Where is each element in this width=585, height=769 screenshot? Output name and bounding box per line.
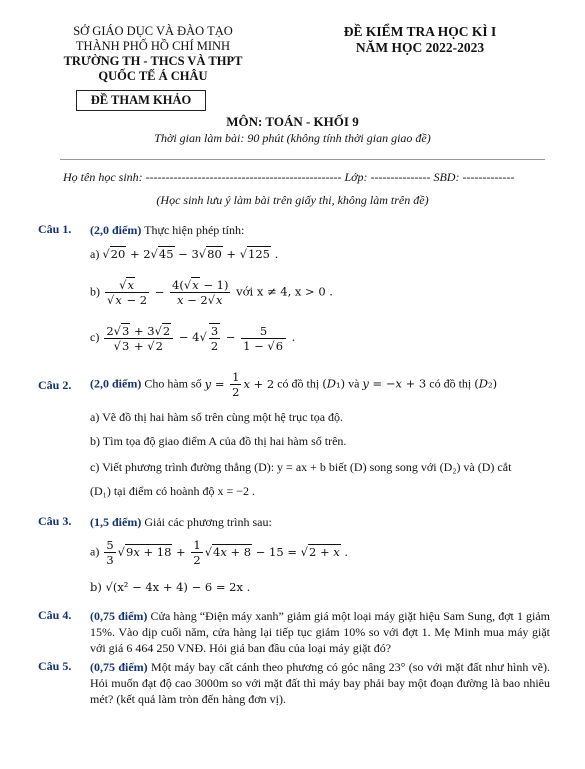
q1-c-prefix: c)	[90, 330, 100, 344]
q2-text-c: và	[348, 376, 360, 391]
divider	[60, 159, 545, 160]
q2-func-1: y = $\frac{1}{2}$ x + 2	[204, 370, 275, 399]
q1-prompt: Thực hiện phép tính:	[144, 223, 245, 237]
header-line-3: TRƯỜNG TH - THCS VÀ THPT	[63, 54, 243, 68]
q3-a-prefix: a)	[90, 544, 100, 559]
school-header	[28, 24, 278, 84]
q1-c	[90, 323, 295, 353]
instruction-note: (Học sinh lưu ý làm bài trên giấy thi, không làm trên đề)	[156, 193, 429, 207]
q3-text	[90, 514, 550, 530]
header-line-2: THÀNH PHỐ HỒ CHÍ MINH	[75, 39, 231, 53]
q1-c-expr: $\frac{2√3 + 3√2}{√3 + √2}$ − 4√ $\frac{3}{2}$ − $\frac{5}{1 - √6}$ .	[106, 323, 296, 353]
q2-graph-2: (D₂)	[474, 376, 498, 391]
q4-label: Câu 4.	[38, 608, 72, 622]
q3-points: (1,5 điểm)	[90, 515, 142, 529]
q5-points: (0,75 điểm)	[90, 660, 148, 674]
q2-c-line1: c) Viết phương trình đường thẳng (D): y = ax + b biết (D) song song với (D₂) và (D) cắt	[90, 460, 512, 474]
q3-a	[90, 538, 348, 567]
q2-c-line2: (D₁) tại điểm có hoành độ x = −2 .	[90, 484, 256, 498]
q1-a	[90, 247, 278, 262]
q1-a-expr: √20 + 2√45 − 3√80 + √125 .	[102, 247, 279, 261]
header-line-4: QUỐC TẾ Á CHÂU	[98, 69, 208, 83]
q3-prompt: Giải các phương trình sau:	[144, 515, 272, 529]
exam-title: ĐỀ KIỂM TRA HỌC KÌ I	[343, 24, 497, 39]
q5-text	[90, 659, 550, 707]
q1-points: (2,0 điểm)	[90, 223, 142, 237]
q3-label: Câu 3.	[38, 514, 72, 528]
q5-label: Câu 5.	[38, 659, 72, 673]
q2-text-b: có đồ thị	[277, 376, 320, 391]
student-info-line: Họ tên học sinh: ------------------------------------------------- Lớp: --------------- SBD: -------------	[63, 170, 515, 184]
q2-func-2: y = −x + 3	[362, 376, 427, 391]
school-year: NĂM HỌC 2022-2023	[355, 40, 485, 55]
q2-text-a: Cho hàm số	[144, 376, 202, 391]
q2-points: (2,0 điểm)	[90, 376, 142, 391]
header-line-1: SỞ GIÁO DỤC VÀ ĐÀO TẠO	[73, 24, 233, 38]
q2-label: Câu 2.	[38, 378, 72, 392]
q1-b-expr: $\frac{√x}{√x - 2}$ − $\frac{4(√x - 1)}{x - 2√x}$	[107, 278, 229, 307]
q2-a: a) Vẽ đồ thị hai hàm số trên cùng một hệ trục tọa độ.	[90, 410, 344, 424]
q1-b-prefix: b)	[90, 284, 100, 299]
q1-text	[90, 222, 550, 238]
exam-header	[300, 24, 540, 56]
q3-b: b) √(x² − 4x + 4) − 6 = 2x .	[90, 580, 251, 594]
q2-b: b) Tìm tọa độ giao điểm A của đồ thị hai hàm số trên.	[90, 434, 347, 448]
time-note: Thời gian làm bài: 90 phút (không tính thời gian giao đề)	[154, 131, 431, 145]
q4-body: Cửa hàng “Điện máy xanh” giảm giá một loại máy giặt hiệu Sam Sung, đợt 1 giảm 15%. Vào dịp cuối năm, cửa hàng lại tiếp tục giảm 10% so với đợt 1. Mẹ Minh mua máy giặt với giá 6 464 250 VNĐ. Hỏi giá ban đầu của loại máy giặt đó?	[90, 609, 551, 655]
q1-b	[90, 278, 333, 307]
q1-label: Câu 1.	[38, 222, 72, 236]
q4-text	[90, 608, 550, 656]
q5-body: Một máy bay cất cánh theo phương có góc nâng 23° (so với mặt đất như hình vẽ). Hỏi muốn đạt độ cao 3000m so với mặt đất thì máy bay phải bay một đoạn đường là bao nhiêu mét? (kết quả làm tròn đến hàng đơn vị).	[90, 660, 551, 706]
q4-points: (0,75 điểm)	[90, 609, 148, 623]
q2-text	[90, 370, 497, 399]
q1-b-condition: với x ≠ 4, x > 0 .	[236, 284, 333, 299]
q3-a-expr: $\frac{5}{3}$ √9x + 18 + $\frac{1}{2}$ √4x + 8 − 15 = √2 + x .	[106, 538, 349, 567]
reference-badge: ĐỀ THAM KHẢO	[76, 90, 206, 111]
q2-text-d: có đồ thị	[429, 376, 472, 391]
q2-graph-1: (D₁)	[322, 376, 346, 391]
q1-a-prefix: a)	[90, 247, 100, 261]
subject-title: MÔN: TOÁN - KHỐI 9	[226, 114, 359, 129]
